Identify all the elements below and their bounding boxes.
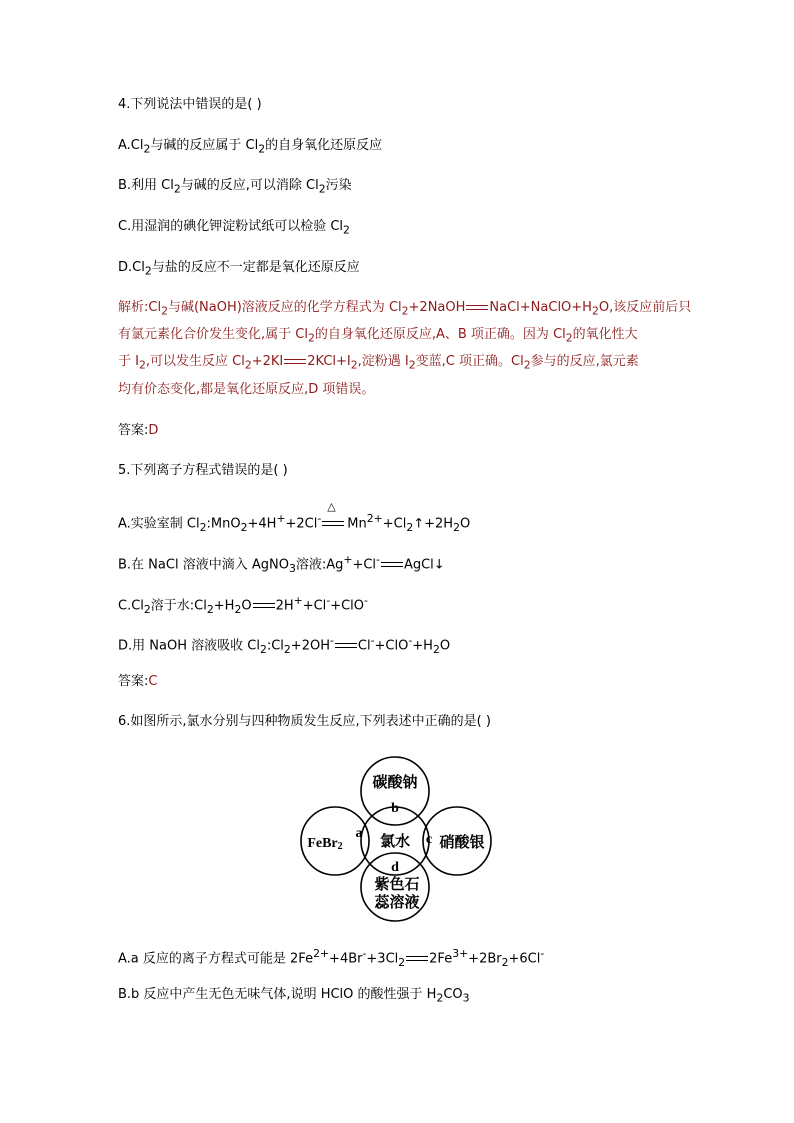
q4-option-a: $A.Cl_2$与碱的反应属于 $Cl_2$的自身氧化还原反应 [118, 138, 383, 156]
equals-sign [335, 643, 357, 648]
q5-stem: 5.下列离子方程式错误的是( ) [118, 463, 288, 478]
heating-equals-sign [321, 500, 347, 533]
q4-analysis-line-1: 解析$:Cl_2$与碱(NaOH)溶液反应的化学方程式为 $Cl_2+2NaOH$ $NaCl+NaClO+H_2O$,该反应前后只 [118, 300, 692, 318]
chlorine-water-reaction-diagram [298, 751, 498, 923]
q6-option-a: A.a 反应的离子方程式可能是 $2Fe^{2+}+4Br^-+3Cl_2$ $2Fe^{3+}+2Br_2+6Cl^-$ [118, 947, 545, 969]
label-center: 氯水 [379, 834, 411, 850]
equals-sign [253, 603, 275, 608]
q4-answer: 答案:D [118, 423, 159, 438]
label-c: c [425, 832, 433, 847]
q4-analysis-line-2: 有氯元素化合价发生变化,属于 $Cl_2$的自身氧化还原反应,A、B 项正确。因为 $Cl_2$的氧化性大 [118, 327, 638, 345]
label-d: d [391, 860, 399, 875]
label-top: 碳酸钠 [372, 775, 418, 791]
q4-analysis-line-3: 于 $I_2$,可以发生反应 $Cl_2+2KI$ $2KCl+I_2$,淀粉遇 $I_2$变蓝,C 项正确。$Cl_2$参与的反应,氯元素 [118, 354, 639, 372]
label-a: a [355, 826, 363, 841]
q4-option-b: B.利用 $Cl_2$与碱的反应,可以消除 $Cl_2$污染 [118, 178, 352, 196]
q4-option-c: C.用湿润的碘化钾淀粉试纸可以检验 $Cl_2$ [118, 219, 350, 237]
equals-sign [381, 562, 403, 567]
q6-stem: 6.如图所示,氯水分别与四种物质发生反应,下列表述中正确的是( ) [118, 714, 491, 729]
equals-sign [284, 359, 306, 364]
label-left: FeBr2 [307, 836, 343, 852]
q5-answer-value: C [148, 674, 158, 689]
q6-option-b: B.b 反应中产生无色无味气体,说明 HClO 的酸性强于 $H_2CO_3$ [118, 987, 470, 1005]
q4-option-d: $D.Cl_2$与盐的反应不一定都是氧化还原反应 [118, 260, 360, 278]
q5-option-d: D.用 NaOH 溶液吸收 $Cl_2:Cl_2+2OH^-$ $Cl^-+ClO^-+H_2O$ [118, 634, 451, 656]
q4-analysis-line-4: 均有价态变化,都是氧化还原反应,D 项错误。 [118, 382, 375, 397]
q4-answer-value: D [148, 423, 159, 438]
label-b: b [391, 801, 399, 816]
label-bottom-line-1: 紫色石 [374, 877, 420, 893]
q5-answer: 答案:C [118, 674, 158, 689]
q4-stem: 4.下列说法中错误的是( ) [118, 97, 262, 112]
equals-sign [466, 305, 488, 310]
delta-heating-icon: △ [327, 500, 336, 514]
q5-option-b: B.在 NaCl 溶液中滴入 AgNO$_3$溶液:Ag++Cl- AgCl↓ [118, 553, 445, 575]
label-right: 硝酸银 [439, 835, 485, 851]
label-bottom-line-2: 蕊溶液 [374, 895, 420, 911]
equals-sign [406, 956, 428, 961]
q5-option-c: $C.Cl_2$溶于水$:Cl_2+H_2O$ 2H++Cl-+ClO- [118, 594, 368, 616]
q5-option-a: A.实验室制 $Cl_2:MnO_2+4H^++2Cl^-$ △ $Mn^{2+}+Cl_2↑+2H_2O$ [118, 500, 471, 534]
